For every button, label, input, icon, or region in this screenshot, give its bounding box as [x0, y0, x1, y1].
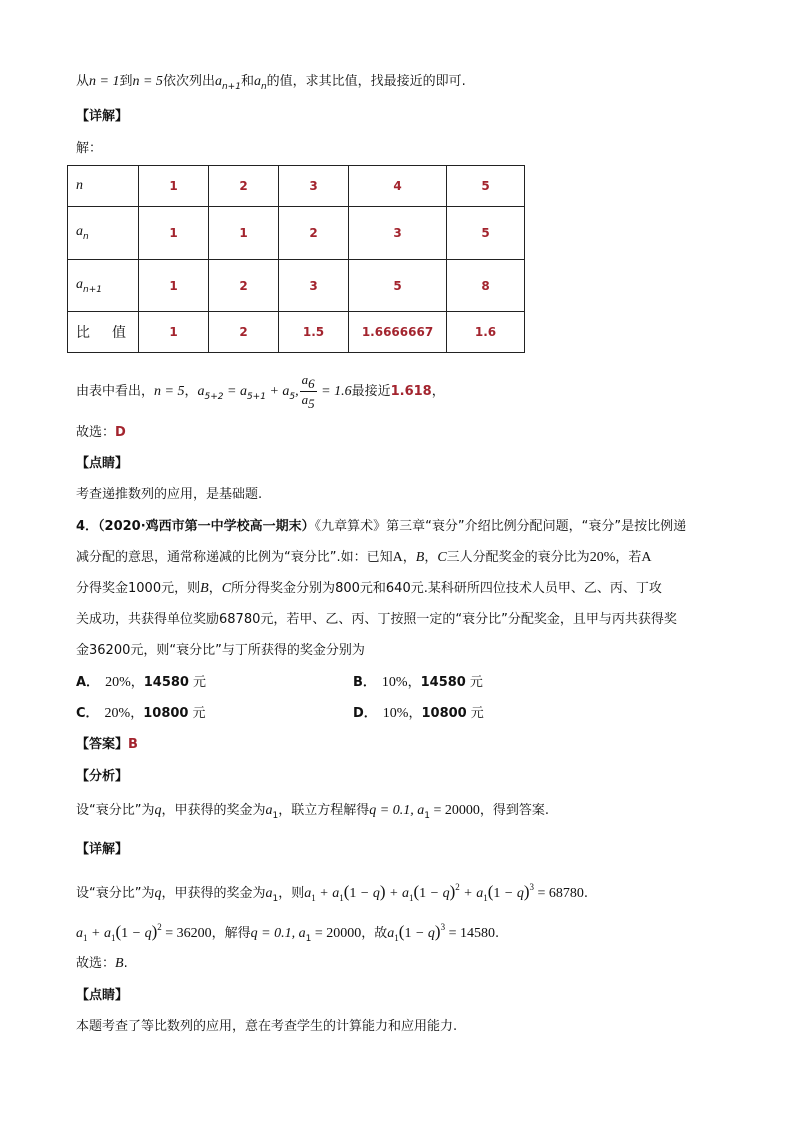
intro-line — [76, 72, 466, 97]
intro-a-base: a — [214, 74, 222, 89]
detail-line-1: 设“衰分比”为q，甲获得的奖金为$a_1$，则$a_1 + a_1(1 - q) + a_1(1 - q)^2 + a_1(1 - q)^3 = 68780$. — [76, 882, 589, 904]
intro-text-2: 到 — [119, 74, 133, 89]
q4-line-2: 减分配的意思，通常称递减的比例为“衰分比”.如：已知A，B，C三人分配奖金的衰分比为20%，若A — [76, 550, 652, 565]
detail-line-2: $a_1 + a_1(1 - q)^2 = 36200$，解得q = 0.1, $a_1 = 20000$，故$a_1(1 - q)^3 = 14580$. — [76, 922, 500, 944]
result-equation: $a_1(1 - q)^3 = 14580$ — [387, 922, 495, 943]
table-label-ratio: 比 值 — [68, 312, 139, 353]
table-cell: 2 — [209, 312, 279, 353]
table-label-n: n — [68, 166, 139, 207]
table-cell: 1 — [139, 312, 209, 353]
sequence-table — [67, 165, 525, 353]
q4-line-3: 分得奖金1000元，则B，C所分得奖金分别为800元和640元.某科研所四位技术人员甲、乙、丙、丁攻 — [76, 581, 662, 596]
pair-equation: $a_1 + a_1(1 - q)^2 = 36200$ — [76, 922, 212, 943]
q3-choice: 故选：D — [76, 425, 126, 440]
table-cell: 1 — [139, 166, 209, 207]
intro-n-end: n = 5 — [132, 74, 163, 89]
answer-line: 【答案】B — [76, 737, 138, 752]
intro-text-1: 从 — [76, 74, 90, 89]
table-cell: 1.5 — [279, 312, 349, 353]
intro-n-start: n = 1 — [89, 74, 120, 89]
intro-text-4: 和 — [240, 74, 254, 89]
table-row-n — [68, 166, 525, 207]
golden-ratio-value: 1.618 — [390, 384, 432, 399]
table-cell: 5 — [447, 166, 525, 207]
table-label-an: $a_n$ — [68, 207, 139, 260]
fraction-a6-a5: $\frac{a6}{a5}$ — [301, 372, 315, 411]
intro-text-5: 的值，求其比值，找最接近的即可. — [266, 74, 466, 89]
option-c[interactable]: C． 20%，10800 元 — [76, 706, 206, 721]
q4-line-4: 关成功，共获得单位奖励68780元，若甲、乙、丙、丁按照一定的“衰分比”分配奖金，且甲与丙共获得奖 — [76, 612, 677, 627]
q4-line-5: 金36200元，则“衰分比”与丁所获得的奖金分别为 — [76, 643, 365, 658]
q4-comment-heading: 【点睛】 — [76, 988, 129, 1003]
table-cell: 1 — [209, 207, 279, 260]
table-cell: 5 — [349, 260, 447, 312]
intro-a-sub-2: n — [260, 82, 267, 92]
intro-a-base-2: a — [253, 74, 261, 89]
option-b[interactable]: B． 10%，14580 元 — [353, 675, 483, 690]
option-d[interactable]: D． 10%，10800 元 — [353, 706, 484, 721]
analysis-heading: 【分析】 — [76, 769, 129, 784]
table-cell: 3 — [349, 207, 447, 260]
table-cell: 3 — [279, 166, 349, 207]
table-cell: 1 — [139, 207, 209, 260]
q3-comment-heading: 【点睛】 — [76, 456, 129, 471]
table-cell: 1.6 — [447, 312, 525, 353]
table-row-an — [68, 207, 525, 260]
analysis-text: 设“衰分比”为q，甲获得的奖金为$a_1$，联立方程解得q = 0.1, $a_1 = 20000$，得到答案. — [76, 803, 549, 821]
table-cell: 8 — [447, 260, 525, 312]
table-row-an1 — [68, 260, 525, 312]
table-cell: 3 — [279, 260, 349, 312]
conclusion-line: 由表中看出，n = 5，$a_{5+2} = a_{5+1} + a_5$, $\frac{a6}{a5}$ = 1.6最接近1.618， — [76, 372, 445, 411]
table-cell: 2 — [209, 166, 279, 207]
table-cell: 1 — [139, 260, 209, 312]
intro-text-3: 依次列出 — [162, 74, 215, 89]
option-a[interactable]: A． 20%，14580 元 — [76, 675, 206, 690]
table-row-ratio — [68, 312, 525, 353]
detail-heading: 【详解】 — [76, 109, 129, 124]
q4-choice: 故选：B. — [76, 956, 128, 971]
intro-a-sub: n+1 — [221, 82, 241, 92]
table-cell: 4 — [349, 166, 447, 207]
q3-comment: 考查递推数列的应用，是基础题. — [76, 487, 263, 502]
solution-label: 解： — [76, 141, 103, 156]
table-cell: 5 — [447, 207, 525, 260]
sum-equation: $a_1 + a_1(1 - q) + a_1(1 - q)^2 + a_1(1 - q)^3 = 68780$ — [304, 882, 584, 903]
table-cell: 1.6666667 — [349, 312, 447, 353]
q4-line-1: 4．（2020·鸡西市第一中学校高一期末）《九章算术》第三章“衰分”介绍比例分配问题，“衰分”是按比例递 — [76, 519, 687, 534]
table-label-an1: $a_{n+1}$ — [68, 260, 139, 312]
table-cell: 2 — [209, 260, 279, 312]
q4-comment: 本题考查了等比数列的应用，意在考查学生的计算能力和应用能力. — [76, 1019, 458, 1034]
table-cell: 2 — [279, 207, 349, 260]
detail-heading-2: 【详解】 — [76, 842, 129, 857]
